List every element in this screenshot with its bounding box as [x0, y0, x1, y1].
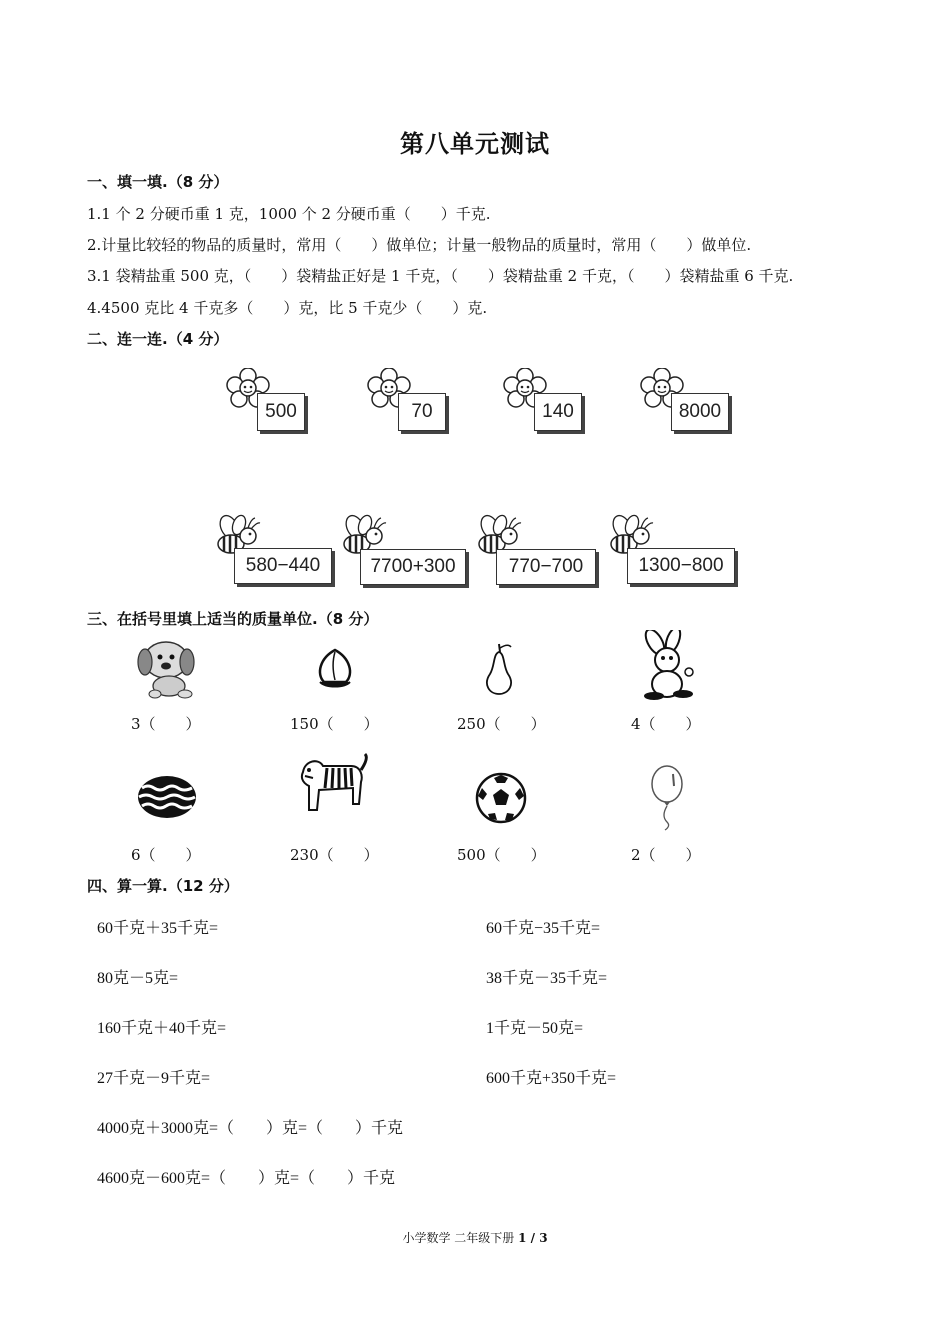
match-bottom-value: 580−440 — [245, 555, 321, 576]
balloon-icon — [647, 764, 687, 832]
match-bottom-value: 7700+300 — [370, 556, 456, 577]
unit-label: 4（ ） — [631, 715, 701, 733]
match-top-box-1[interactable] — [257, 393, 305, 431]
dog-icon — [133, 636, 199, 700]
unit-label: 6（ ） — [131, 846, 201, 864]
match-top-box-3[interactable] — [534, 393, 582, 431]
calc-item: 4600克－600克=（ ）克=（ ）千克 — [97, 1170, 396, 1187]
fill-question-3: 3.1 袋精盐重 500 克，（ ）袋精盐正好是 1 千克，（ ）袋精盐重 2 千克，（ ）袋精盐重 6 千克. — [87, 267, 794, 285]
calc-item: 160千克＋40千克= — [97, 1020, 227, 1037]
calc-item: 80克－5克= — [97, 970, 179, 987]
match-bottom-box-1[interactable] — [234, 548, 332, 584]
watermelon-icon — [136, 774, 198, 820]
match-top-box-4[interactable] — [671, 393, 729, 431]
match-top-value: 8000 — [678, 401, 722, 422]
match-top-value: 70 — [411, 401, 433, 422]
match-bottom-value: 1300−800 — [638, 555, 724, 576]
match-bottom-value: 770−700 — [508, 556, 584, 577]
unit-label: 230（ ） — [290, 846, 379, 864]
unit-label: 500（ ） — [457, 846, 546, 864]
match-bottom-box-2[interactable] — [360, 549, 466, 585]
section-3-heading: 三、在括号里填上适当的质量单位.（8 分） — [87, 610, 379, 628]
calc-item: 60千克−35千克= — [486, 920, 601, 937]
unit-label: 3（ ） — [131, 715, 201, 733]
peach-icon — [312, 644, 358, 690]
match-bottom-box-4[interactable] — [627, 548, 735, 584]
page-footer — [0, 1229, 950, 1246]
match-top-box-2[interactable] — [398, 393, 446, 431]
section-2-heading: 二、连一连.（4 分） — [87, 330, 229, 348]
tiger-icon — [295, 752, 369, 818]
rabbit-icon — [637, 630, 701, 704]
page-number: 1 / 3 — [518, 1231, 548, 1245]
section-1-heading: 一、填一填.（8 分） — [87, 173, 229, 191]
fill-question-4: 4.4500 克比 4 千克多（ ）克，比 5 千克少（ ）克. — [87, 299, 488, 317]
unit-label: 250（ ） — [457, 715, 546, 733]
footer-text: 小学数学 二年级下册 — [402, 1231, 515, 1245]
calc-item: 38千克－35千克= — [486, 970, 608, 987]
calc-item: 4000克＋3000克=（ ）克=（ ）千克 — [97, 1120, 404, 1137]
fill-question-1: 1.1 个 2 分硬币重 1 克，1000 个 2 分硬币重（ ）千克. — [87, 205, 491, 223]
section-4-heading: 四、算一算.（12 分） — [87, 877, 239, 895]
match-top-value: 500 — [265, 401, 297, 422]
fill-question-2: 2.计量比较轻的物品的质量时，常用（ ）做单位；计量一般物品的质量时，常用（ ）做单位. — [87, 236, 752, 254]
calc-item: 27千克－9千克= — [97, 1070, 211, 1087]
calc-item: 1千克－50克= — [486, 1020, 584, 1037]
soccer-ball-icon — [475, 772, 527, 824]
match-top-value: 140 — [542, 401, 574, 422]
unit-label: 2（ ） — [631, 846, 701, 864]
page-title: 第八单元测试 — [400, 130, 550, 158]
calc-item: 60千克＋35千克= — [97, 920, 219, 937]
pear-icon — [481, 640, 517, 696]
calc-item: 600千克+350千克= — [486, 1070, 617, 1087]
unit-label: 150（ ） — [290, 715, 379, 733]
match-bottom-box-3[interactable] — [496, 549, 596, 585]
